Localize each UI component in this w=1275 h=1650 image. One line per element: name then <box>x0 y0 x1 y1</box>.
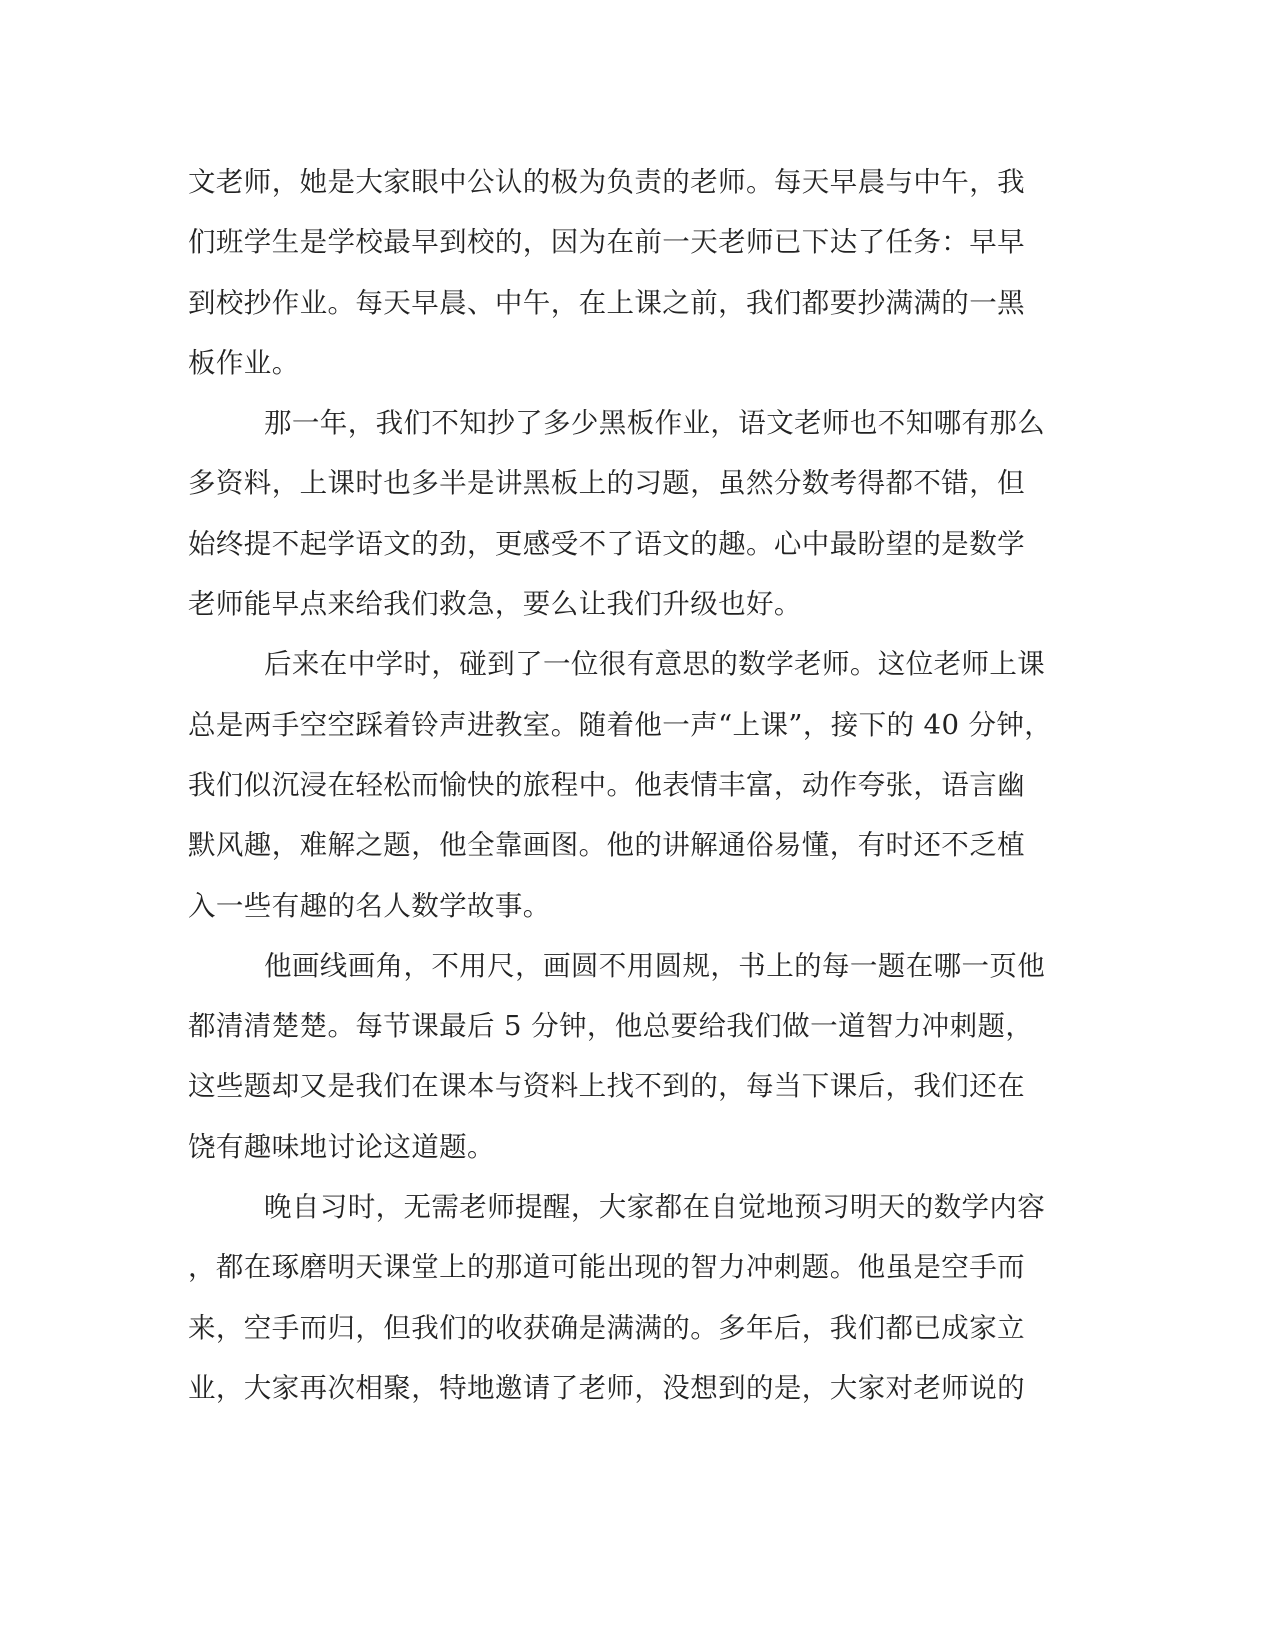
text-line: ，都在琢磨明天课堂上的那道可能出现的智力冲刺题。他虽是空手而 <box>188 1251 1025 1284</box>
text-line: 们班学生是学校最早到校的，因为在前一天老师已下达了任务：早早 <box>188 226 1025 259</box>
text-line: 我们似沉浸在轻松而愉快的旅程中。他表情丰富，动作夸张，语言幽 <box>188 768 1025 801</box>
text-line: 默风趣，难解之题，他全靠画图。他的讲解通俗易懂，有时还不乏植 <box>188 829 1025 862</box>
text-line: 都清清楚楚。每节课最后 5 分钟，他总要给我们做一道智力冲刺题， <box>188 1010 1034 1043</box>
text-line: 饶有趣味地讨论这道题。 <box>188 1130 495 1163</box>
text-line: 多资料，上课时也多半是讲黑板上的习题，虽然分数考得都不错，但 <box>188 467 1025 500</box>
text-line: 文老师，她是大家眼中公认的极为负责的老师。每天早晨与中午，我 <box>188 166 1025 198</box>
text-line: 老师能早点来给我们救急，要么让我们升级也好。 <box>188 588 802 621</box>
paragraph-first-line: 后来在中学时，碰到了一位很有意思的数学老师。这位老师上课 <box>264 648 1046 681</box>
body-text <box>188 152 1074 1418</box>
text-line: 这些题却又是我们在课本与资料上找不到的，每当下课后，我们还在 <box>188 1070 1025 1103</box>
text-line: 业，大家再次相聚，特地邀请了老师，没想到的是，大家对老师说的 <box>188 1371 1025 1404</box>
paragraph-first-line: 他画线画角，不用尺，画圆不用圆规，书上的每一题在哪一页他 <box>264 949 1046 982</box>
paragraph-first-line: 晚自习时，无需老师提醒，大家都在自觉地预习明天的数学内容 <box>264 1191 1046 1224</box>
text-line: 板作业。 <box>188 346 300 379</box>
text-line: 总是两手空空踩着铃声进教室。随着他一声“上课”，接下的 40 分钟， <box>188 708 1053 741</box>
text-line: 始终提不起学语文的劲，更感受不了语文的趣。心中最盼望的是数学 <box>188 527 1025 560</box>
text-line: 到校抄作业。每天早晨、中午，在上课之前，我们都要抄满满的一黑 <box>188 286 1025 319</box>
paragraph-first-line: 那一年，我们不知抄了多少黑板作业，语文老师也不知哪有那么 <box>264 407 1046 440</box>
text-line: 入一些有趣的名人数学故事。 <box>188 889 551 922</box>
text-line: 来，空手而归，但我们的收获确是满满的。多年后，我们都已成家立 <box>188 1311 1025 1344</box>
